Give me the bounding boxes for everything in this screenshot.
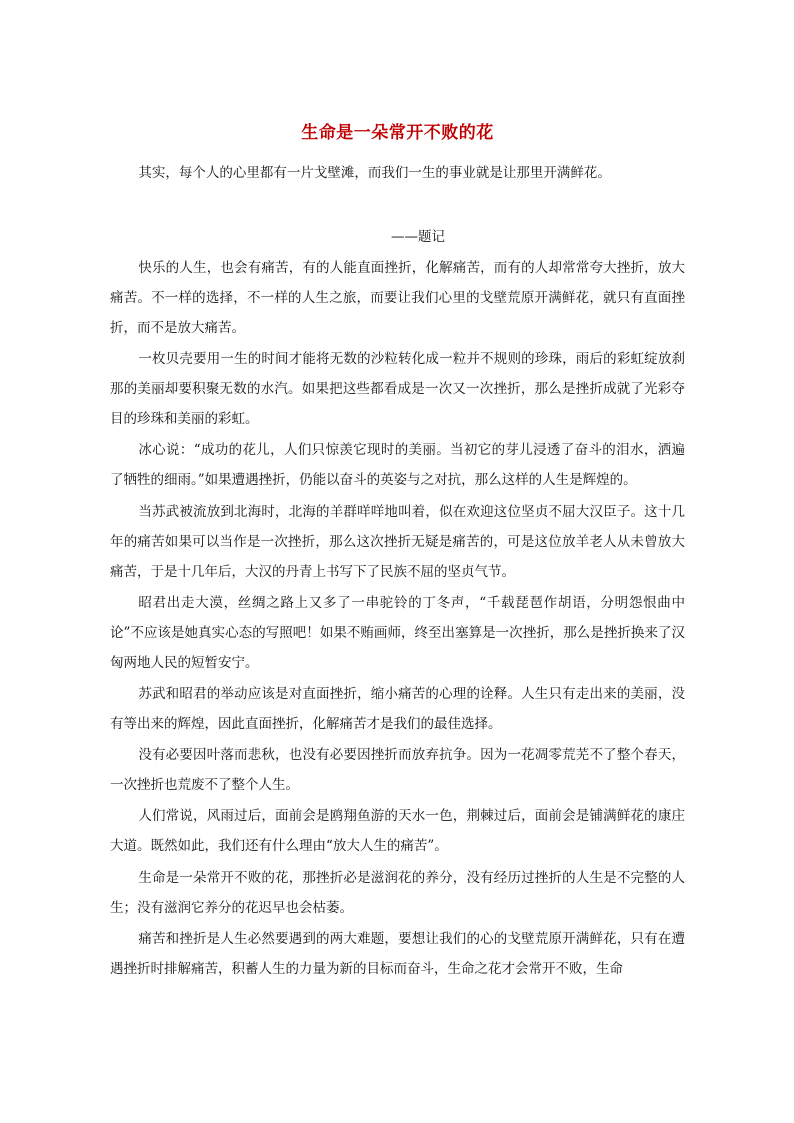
paragraph: 生命是一朵常开不败的花，那挫折必是滋润花的养分，没有经历过挫折的人生是不完整的人生；没有滋润它养分的花迟早也会枯萎。 (110, 869, 685, 916)
paragraph: 冰心说：“成功的花儿，人们只惊羡它现时的美丽。当初它的芽儿浸透了奋斗的泪水，洒遍了牺牲的细雨。”如果遭遇挫折，仍能以奋斗的英姿与之对抗，那么这样的人生是辉煌的。 (110, 442, 685, 489)
paragraph: 没有必要因叶落而悲秋，也没有必要因挫折而放弃抗争。因为一花凋零荒芜不了整个春天，一次挫折也荒废不了整个人生。 (110, 747, 685, 794)
document-page (110, 0, 685, 1123)
paragraph: 痛苦和挫折是人生必然要遇到的两大难题，要想让我们的心的戈壁荒原开满鲜花，只有在遭遇挫折时排解痛苦，积蓄人生的力量为新的目标而奋斗，生命之花才会常开不败，生命 (110, 930, 685, 977)
paragraph: 苏武和昭君的举动应该是对直面挫折，缩小痛苦的心理的诠释。人生只有走出来的美丽，没有等出来的辉煌，因此直面挫折，化解痛苦才是我们的最佳选择。 (110, 685, 685, 732)
paragraph: 昭君出走大漠，丝绸之路上又多了一串驼铃的丁冬声，“千载琵琶作胡语，分明怨恨曲中论”不应该是她真实心态的写照吧！如果不贿画师，终至出塞算是一次挫折，那么是挫折换来了汉匈两地人民的短暂安宁。 (110, 594, 685, 671)
paragraph: 当苏武被流放到北海时，北海的羊群咩咩地叫着，似在欢迎这位坚贞不屈大汉臣子。这十几年的痛苦如果可以当作是一次挫折，那么这次挫折无疑是痛苦的，可是这位放羊老人从未曾放大痛苦，于是十几年后，大汉的丹青上书写下了民族不屈的坚贞气节。 (110, 503, 685, 580)
epigraph-signature: ——题记 (391, 229, 445, 245)
paragraph: 一枚贝壳要用一生的时间才能将无数的沙粒转化成一粒并不规则的珍珠，雨后的彩虹绽放刹那的美丽却要积聚无数的水汽。如果把这些都看成是一次又一次挫折，那么是挫折成就了光彩夺目的珍珠和美丽的彩虹。 (110, 351, 685, 428)
paragraph: 快乐的人生，也会有痛苦，有的人能直面挫折，化解痛苦，而有的人却常常夸大挫折，放大痛苦。不一样的选择，不一样的人生之旅，而要让我们心里的戈壁荒原开满鲜花，就只有直面挫折，而不是放大痛苦。 (110, 260, 685, 336)
essay-body (110, 253, 685, 1103)
epigraph: 其实，每个人的心里都有一片戈壁滩，而我们一生的事业就是让那里开满鲜花。 (138, 165, 611, 181)
paragraph: 人们常说，风雨过后，面前会是鸥翔鱼游的天水一色，荆棘过后，面前会是铺满鲜花的康庄大道。既然如此，我们还有什么理由“放大人生的痛苦”。 (110, 808, 685, 855)
essay-title: 生命是一朵常开不败的花 (301, 123, 494, 143)
